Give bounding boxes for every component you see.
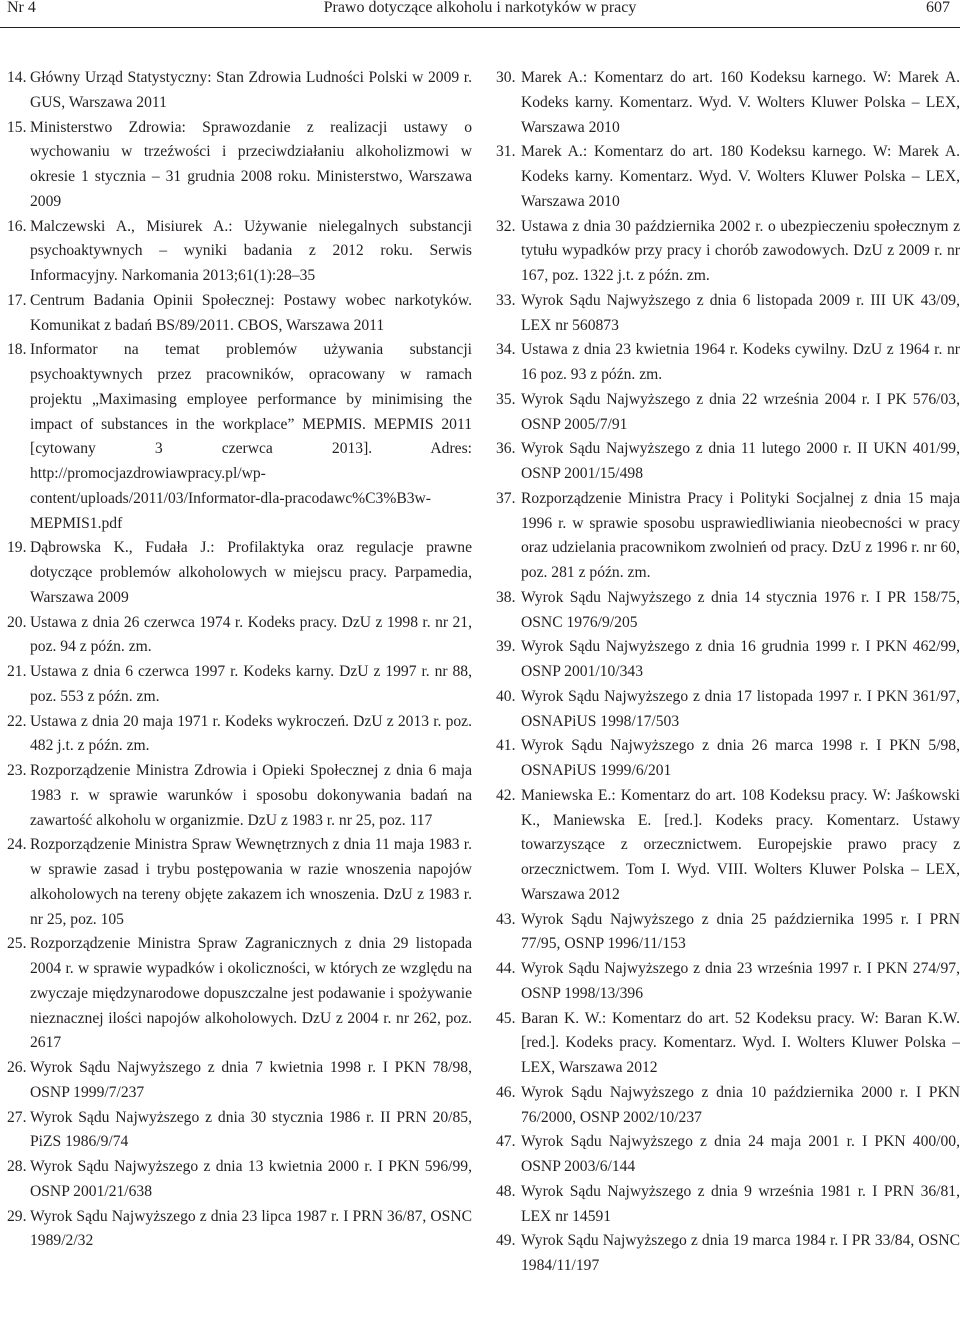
reference-number: 38. <box>496 588 516 606</box>
reference-text: Ustawa z dnia 26 czerwca 1974 r. Kodeks pracy. DzU z 1998 r. nr 21, poz. 94 z późn. zm. <box>30 613 472 656</box>
reference-text: Rozporządzenie Ministra Spraw Wewnętrznych z dnia 11 maja 1983 r. w sprawie zasad i trybu postępowania w razie wnoszenia napojów alkoholowych na tereny objęte zakazem ich wnoszenia. DzU z 1983 r. nr 25, poz. 105 <box>30 836 472 928</box>
reference-item <box>496 957 960 1007</box>
reference-item <box>496 586 960 636</box>
reference-item <box>496 437 960 487</box>
reference-number: 29. <box>7 1207 27 1225</box>
reference-text: Wyrok Sądu Najwyższego z dnia 7 kwietnia 1998 r. I PKN 78/98, OSNP 1999/7/237 <box>30 1059 472 1101</box>
reference-item <box>496 215 960 289</box>
reference-text: Wyrok Sądu Najwyższego z dnia 22 września 2004 r. I PK 576/03, OSNP 2005/7/91 <box>521 390 960 433</box>
reference-item <box>7 116 472 215</box>
reference-text: Rozporządzenie Ministra Zdrowia i Opieki Społecznej z dnia 6 maja 1983 r. w sprawie warunków i sposobu dokonywania badań na zawartość alkoholu w organizmie. DzU z 1983 r. nr 25, poz. 117 <box>30 762 472 829</box>
reference-item <box>496 685 960 735</box>
reference-text: Wyrok Sądu Najwyższego z dnia 6 listopada 2009 r. III UK 43/09, LEX nr 560873 <box>521 291 960 334</box>
reference-item <box>496 140 960 214</box>
page-number: 607 <box>926 0 950 16</box>
reference-item <box>7 1205 472 1255</box>
reference-item <box>7 611 472 661</box>
reference-item <box>496 784 960 908</box>
reference-item <box>7 1056 472 1106</box>
reference-number: 26. <box>7 1059 27 1076</box>
reference-text: Wyrok Sądu Najwyższego z dnia 10 października 2000 r. I PKN 76/2000, OSNP 2002/10/237 <box>521 1083 960 1126</box>
reference-number: 20. <box>7 613 27 631</box>
issue-number: Nr 4 <box>7 0 36 16</box>
reference-text: Marek A.: Komentarz do art. 160 Kodeksu karnego. W: Marek A. Kodeks karny. Komentarz. Wyd. V. Wolters Kluwer Polska – LEX, Warszawa 2010 <box>521 69 960 136</box>
reference-text: Wyrok Sądu Najwyższego z dnia 11 lutego 2000 r. II UKN 401/99, OSNP 2001/15/498 <box>521 440 960 482</box>
reference-number: 43. <box>496 910 516 928</box>
reference-number: 23. <box>7 762 27 779</box>
reference-text: Wyrok Sądu Najwyższego z dnia 9 września 1981 r. I PRN 36/81, LEX nr 14591 <box>521 1182 960 1225</box>
reference-item <box>496 1007 960 1081</box>
reference-text: Maniewska E.: Komentarz do art. 108 Kodeksu pracy. W: Jaśkowski K., Maniewska E. [red.]. Kodeks pracy. Komentarz. Ustawy towarzyszące z orzecznictwem. Europejskie prawo pracy z orzecznictwem. Tom I. Wyd. VIII. Wolters Kluwer Polska – LEX, Warszawa 2012 <box>521 786 960 903</box>
reference-item <box>496 635 960 685</box>
reference-item <box>496 1229 960 1279</box>
reference-text: Wyrok Sądu Najwyższego z dnia 13 kwietnia 2000 r. I PKN 596/99, OSNP 2001/21/638 <box>30 1158 472 1200</box>
reference-text: Malczewski A., Misiurek A.: Używanie nielegalnych substancji psychoaktywnych – wyniki badania z 2012 roku. Serwis Informacyjny. Narkomania 2013;61(1):28–35 <box>30 217 472 284</box>
reference-text: Główny Urząd Statystyczny: Stan Zdrowia Ludności Polski w 2009 r. GUS, Warszawa 2011 <box>30 69 472 111</box>
reference-text: Wyrok Sądu Najwyższego z dnia 25 października 1995 r. I PRN 77/95, OSNP 1996/11/153 <box>521 910 960 953</box>
reference-number: 48. <box>496 1182 516 1200</box>
reference-item <box>496 487 960 586</box>
reference-text: Ministerstwo Zdrowia: Sprawozdanie z realizacji ustawy o wychowaniu w trzeźwości i przeciwdziałaniu alkoholizmowi w okresie 1 stycznia – 31 grudnia 2008 roku. Ministerstwo, Warszawa 2009 <box>30 118 472 210</box>
reference-text: Wyrok Sądu Najwyższego z dnia 26 marca 1998 r. I PKN 5/98, OSNAPiUS 1999/6/201 <box>521 737 960 779</box>
journal-title: Prawo dotyczące alkoholu i narkotyków w pracy <box>323 0 637 16</box>
reference-text: Wyrok Sądu Najwyższego z dnia 23 lipca 1987 r. I PRN 36/87, OSNC 1989/2/32 <box>30 1207 472 1250</box>
reference-text: Wyrok Sądu Najwyższego z dnia 17 listopada 1997 r. I PKN 361/97, OSNAPiUS 1998/17/503 <box>521 687 960 730</box>
reference-number: 21. <box>7 663 27 680</box>
reference-text: Wyrok Sądu Najwyższego z dnia 19 marca 1984 r. I PR 33/84, OSNC 1984/11/197 <box>521 1232 960 1274</box>
reference-number: 31. <box>496 143 516 161</box>
reference-number: 28. <box>7 1158 27 1175</box>
reference-number: 45. <box>496 1009 516 1027</box>
reference-item <box>496 388 960 438</box>
reference-number: 40. <box>496 687 516 705</box>
reference-number: 39. <box>496 638 516 656</box>
reference-item <box>496 289 960 339</box>
reference-number: 47. <box>496 1133 516 1151</box>
reference-number: 24. <box>7 836 27 854</box>
reference-number: 18. <box>7 341 27 359</box>
reference-number: 17. <box>7 291 27 309</box>
running-header <box>0 0 960 24</box>
reference-item <box>7 833 472 932</box>
reference-item <box>496 908 960 958</box>
reference-item <box>496 734 960 784</box>
header-divider <box>0 27 960 28</box>
reference-text: Centrum Badania Opinii Społecznej: Postawy wobec narkotyków. Komunikat z badań BS/89/2011. CBOS, Warszawa 2011 <box>30 291 472 334</box>
reference-item <box>496 1180 960 1230</box>
reference-number: 44. <box>496 960 516 977</box>
reference-text: Wyrok Sądu Najwyższego z dnia 16 grudnia 1999 r. I PKN 462/99, OSNP 2001/10/343 <box>521 638 960 680</box>
reference-number: 35. <box>496 390 516 408</box>
reference-item <box>7 66 472 116</box>
reference-text: Wyrok Sądu Najwyższego z dnia 24 maja 2001 r. I PKN 400/00, OSNP 2003/6/144 <box>521 1133 960 1175</box>
reference-item <box>7 536 472 610</box>
reference-number: 41. <box>496 737 516 755</box>
reference-number: 37. <box>496 489 516 507</box>
reference-item <box>7 338 472 536</box>
reference-item <box>7 710 472 760</box>
reference-item <box>496 338 960 388</box>
reference-item <box>496 1081 960 1131</box>
reference-number: 32. <box>496 217 516 235</box>
reference-number: 34. <box>496 341 516 359</box>
reference-number: 46. <box>496 1083 516 1101</box>
reference-number: 14. <box>7 69 27 86</box>
reference-number: 22. <box>7 712 27 730</box>
reference-item <box>496 1130 960 1180</box>
reference-item <box>496 66 960 140</box>
reference-text: Wyrok Sądu Najwyższego z dnia 23 września 1997 r. I PKN 274/97, OSNP 1998/13/396 <box>521 960 960 1002</box>
reference-number: 49. <box>496 1232 516 1250</box>
reference-number: 30. <box>496 69 516 86</box>
reference-number: 15. <box>7 118 27 136</box>
reference-item <box>7 289 472 339</box>
reference-text: Marek A.: Komentarz do art. 180 Kodeksu karnego. W: Marek A. Kodeks karny. Komentarz. Wyd. V. Wolters Kluwer Polska – LEX, Warszawa 2010 <box>521 143 960 210</box>
reference-number: 42. <box>496 786 516 804</box>
reference-item <box>7 1155 472 1205</box>
reference-text: Baran K. W.: Komentarz do art. 52 Kodeksu pracy. W: Baran K.W. [red.]. Kodeks pracy. Komentarz. Wyd. I. Wolters Kluwer Polska – LEX, Warszawa 2012 <box>521 1009 960 1076</box>
reference-text: Ustawa z dnia 6 czerwca 1997 r. Kodeks karny. DzU z 1997 r. nr 88, poz. 553 z późn. zm. <box>30 663 472 705</box>
reference-text: Ustawa z dnia 30 października 2002 r. o ubezpieczeniu społecznym z tytułu wypadków przy pracy i chorób zawodowych. DzU z 2009 r. nr 167, poz. 1322 j.t. z późn. zm. <box>521 217 960 284</box>
reference-text: Wyrok Sądu Najwyższego z dnia 30 stycznia 1986 r. II PRN 20/85, PiZS 1986/9/74 <box>30 1108 472 1151</box>
reference-text: Informator na temat problemów używania substancji psychoaktywnych przez pracowników, opracowany w ramach projektu „Maximasing employee performance by minimising the impact of substances in the workplace” MEPMIS. MEPMIS 2011 [cytowany 3 czerwca 2013]. Adres: http://promocjazdrowiawpracy.pl/wp-content/uploads/2011/03/Informator-dla-pracodawc%C3%B3w-MEPMIS1.pdf <box>30 341 472 532</box>
reference-number: 33. <box>496 291 516 309</box>
reference-item <box>7 215 472 289</box>
reference-item <box>7 660 472 710</box>
reference-text: Rozporządzenie Ministra Pracy i Polityki Socjalnej z dnia 15 maja 1996 r. w sprawie sposobu usprawiedliwiania nieobecności w pracy oraz udzielania pracownikom zwolnień od pracy. DzU z 1996 r. nr 60, poz. 281 z późn. zm. <box>521 489 960 581</box>
references-right-column <box>496 66 960 1279</box>
reference-number: 16. <box>7 217 27 235</box>
reference-text: Ustawa z dnia 23 kwietnia 1964 r. Kodeks cywilny. DzU z 1964 r. nr 16 poz. 93 z późn. zm. <box>521 341 960 383</box>
reference-number: 25. <box>7 935 27 953</box>
reference-number: 19. <box>7 539 27 557</box>
references-left-column <box>7 66 472 1254</box>
reference-text: Wyrok Sądu Najwyższego z dnia 14 stycznia 1976 r. I PR 158/75, OSNC 1976/9/205 <box>521 588 960 631</box>
reference-text: Dąbrowska K., Fudała J.: Profilaktyka oraz regulacje prawne dotyczące problemów alkoholowych w miejscu pracy. Parpamedia, Warszawa 2009 <box>30 539 472 606</box>
reference-number: 36. <box>496 440 516 458</box>
reference-item <box>7 759 472 833</box>
reference-number: 27. <box>7 1108 27 1126</box>
reference-text: Rozporządzenie Ministra Spraw Zagranicznych z dnia 29 listopada 2004 r. w sprawie wypadków i okoliczności, w których ze względu na zwyczaje międzynarodowe dopuszczalne jest podawanie i spożywanie nieznacznej ilości napojów alkoholowych. DzU z 2004 r. nr 262, poz. 2617 <box>30 935 472 1052</box>
reference-item <box>7 932 472 1056</box>
reference-item <box>7 1106 472 1156</box>
reference-text: Ustawa z dnia 20 maja 1971 r. Kodeks wykroczeń. DzU z 2013 r. poz. 482 j.t. z późn. zm. <box>30 712 472 755</box>
